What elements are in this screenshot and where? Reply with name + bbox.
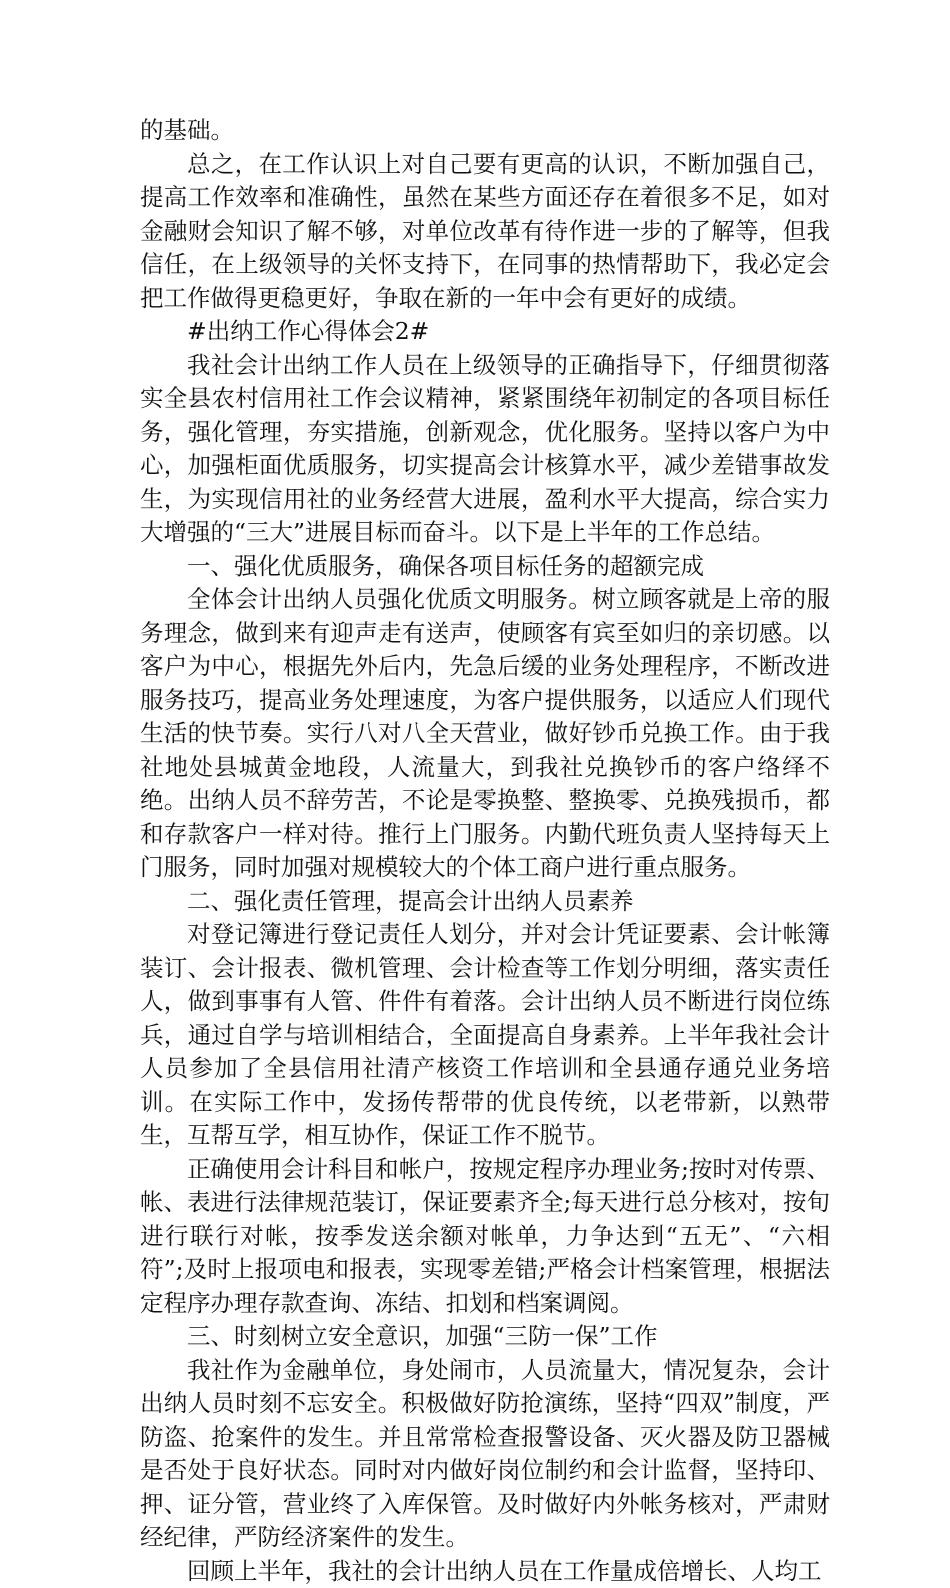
section-heading: 三、时刻树立安全意识，加强“三防一保”工作 [140, 1320, 830, 1354]
paragraph: 我社会计出纳工作人员在上级领导的正确指导下，仔细贯彻落实全县农村信用社工作会议精神，紧紧围绕年初制定的各项目标任务，强化管理，夯实措施，创新观念，优化服务。坚持以客户为中心，加强柜面优质服务，切实提高会计核算水平，减少差错事故发生，为实现信用社的业务经营大进展，盈利水平大提高，综合实力大增强的“三大”进展目标而奋斗。以下是上半年的工作总结。 [140, 349, 830, 550]
paragraph: 回顾上半年，我社的会计出纳人员在工作量成倍增长、人均工 [140, 1555, 830, 1588]
section-heading: 一、强化优质服务，确保各项目标任务的超额完成 [140, 550, 830, 584]
paragraph: 全体会计出纳人员强化优质文明服务。树立顾客就是上帝的服务理念，做到来有迎声走有送声，使顾客有宾至如归的亲切感。以客户为中心，根据先外后内，先急后缓的业务处理程序，不断改进服务技巧，提高业务处理速度，为客户提供服务，以适应人们现代生活的快节奏。实行八对八全天营业，做好钞币兑换工作。由于我社地处县城黄金地段，人流量大，到我社兑换钞币的客户络绎不绝。出纳人员不辞劳苦，不论是零换整、整换零、兑换残损币，都和存款客户一样对待。推行上门服务。内勤代班负责人坚持每天上门服务，同时加强对规模较大的个体工商户进行重点服务。 [140, 583, 830, 885]
document-body [140, 114, 830, 1588]
paragraph: 总之，在工作认识上对自己要有更高的认识，不断加强自己，提高工作效率和准确性，虽然在某些方面还存在着很多不足，如对金融财会知识了解不够，对单位改革有待作进一步的了解等，但我信任，在上级领导的关怀支持下，在同事的热情帮助下，我必定会把工作做得更稳更好，争取在新的一年中会有更好的成绩。 [140, 148, 830, 316]
paragraph: 正确使用会计科目和帐户，按规定程序办理业务;按时对传票、帐、表进行法律规范装订，保证要素齐全;每天进行总分核对，按旬进行联行对帐，按季发送余额对帐单，力争达到“五无”、“六相符”;及时上报项电和报表，实现零差错;严格会计档案管理，根据法定程序办理存款查询、冻结、扣划和档案调阅。 [140, 1153, 830, 1321]
section-heading: #出纳工作心得体会2# [140, 315, 830, 349]
paragraph: 对登记簿进行登记责任人划分，并对会计凭证要素、会计帐簿装订、会计报表、微机管理、会计检查等工作划分明细，落实责任人，做到事事有人管、件件有着落。会计出纳人员不断进行岗位练兵，通过自学与培训相结合，全面提高自身素养。上半年我社会计人员参加了全县信用社清产核资工作培训和全县通存通兑业务培训。在实际工作中，发扬传帮带的优良传统，以老带新，以熟带生，互帮互学，相互协作，保证工作不脱节。 [140, 918, 830, 1153]
section-heading: 二、强化责任管理，提高会计出纳人员素养 [140, 885, 830, 919]
paragraph: 的基础。 [140, 114, 830, 148]
paragraph: 我社作为金融单位，身处闹市，人员流量大，情况复杂，会计出纳人员时刻不忘安全。积极做好防抢演练，坚持“四双”制度，严防盗、抢案件的发生。并且常常检查报警设备、灭火器及防卫器械是否处于良好状态。同时对内做好岗位制约和会计监督，坚持印、押、证分管，营业终了入库保管。及时做好内外帐务核对，严肃财经纪律，严防经济案件的发生。 [140, 1354, 830, 1555]
